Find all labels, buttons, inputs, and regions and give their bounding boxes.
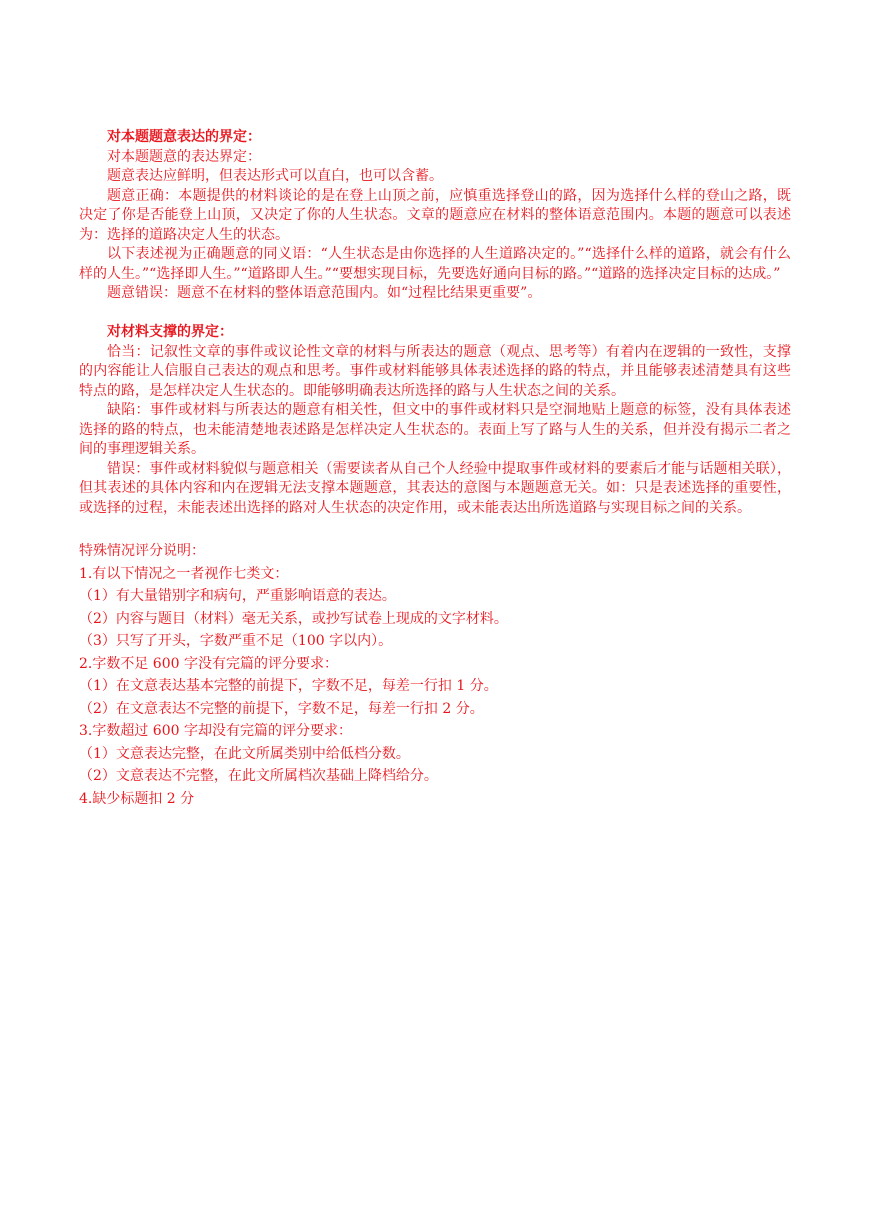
paragraph: 以下表述视为正确题意的同义语：“人生状态是由你选择的人生道路决定的。”“选择什么样的道路，就会有什么样的人生。”“选择即人生。”“道路即人生。”“要想实现目标，先要选好通向目标的路。”“道路的选择决定目标的达成。” [79,246,791,282]
rule-item: 1.有以下情况之一者视作七类文： [79,565,289,582]
rule-subitem: （3）只写了开头，字数严重不足（100 字以内）。 [79,633,393,649]
rule-item: 4.缺少标题扣 2 分 [79,790,195,807]
rule-subitem: （1）有大量错别字和病句，严重影响语意的表达。 [79,588,396,604]
paragraph: 题意正确：本题提供的材料谈论的是在登上山顶之前，应慎重选择登山的路，因为选择什么样的登山之路，既决定了你是否能登上山顶，又决定了你的人生状态。文章的题意应在材料的整体语意范围内。本题的题意可以表述为：选择的道路决定人生的状态。 [79,187,791,243]
paragraph: 恰当：记叙性文章的事件或议论性文章的材料与所表达的题意（观点、思考等）有着内在逻辑的一致性，支撑的内容能让人信服自己表达的观点和思考。事件或材料能够具体表述选择的路的特点，并且能够表述清楚具有这些特点的路，是怎样决定人生状态的。即能够明确表达所选择的路与人生状态之间的关系。 [79,343,791,399]
rule-item: 3.字数超过 600 字却没有完篇的评分要求： [79,723,352,739]
special-rules-title: 特殊情况评分说明： [79,543,205,559]
spacer [79,304,791,324]
rule-subitem: （2）内容与题目（材料）毫无关系，或抄写试卷上现成的文字材料。 [79,610,508,627]
paragraph: 题意错误：题意不在材料的整体语意范围内。如“过程比结果更重要”。 [107,285,542,301]
paragraph: 缺陷：事件或材料与所表达的题意有相关性，但文中的事件或材料只是空洞地贴上题意的标签，没有具体表述选择的路的特点，也未能清楚地表述路是怎样决定人生状态的。表面上写了路与人生的关系，但并没有揭示二者之间的事理逻辑关系。 [79,402,791,457]
rule-subitem: （2）文意表达不完整，在此文所属档次基础上降档给分。 [79,768,438,784]
rule-item: 2.字数不足 600 字没有完篇的评分要求： [79,655,338,672]
rule-subitem: （2）在文意表达不完整的前提下，字数不足，每差一行扣 2 分。 [79,700,484,717]
spacer [79,518,791,540]
rule-subitem: （1）文意表达完整，在此文所属类别中给低档分数。 [79,745,410,762]
document-content [79,128,791,810]
rule-subitem: （1）在文意表达基本完整的前提下，字数不足，每差一行扣 1 分。 [79,678,498,694]
paragraph: 对本题题意的表达界定： [107,148,261,165]
paragraph: 题意表达应鲜明，但表达形式可以直白，也可以含蓄。 [107,168,443,184]
section-heading-material: 对材料支撑的界定： [107,324,233,340]
paragraph: 错误：事件或材料貌似与题意相关（需要读者从自己个人经验中提取事件或材料的要素后才能与话题相关联），但其表述的具体内容和内在逻辑无法支撑本题题意，其表达的意图与本题题意无关。如：只是表述选择的重要性，或选择的过程，未能表述出选择的路对人生状态的决定作用，或未能表达出所选道路与实现目标之间的关系。 [79,460,791,516]
section-heading-theme: 对本题题意表达的界定： [107,129,261,145]
